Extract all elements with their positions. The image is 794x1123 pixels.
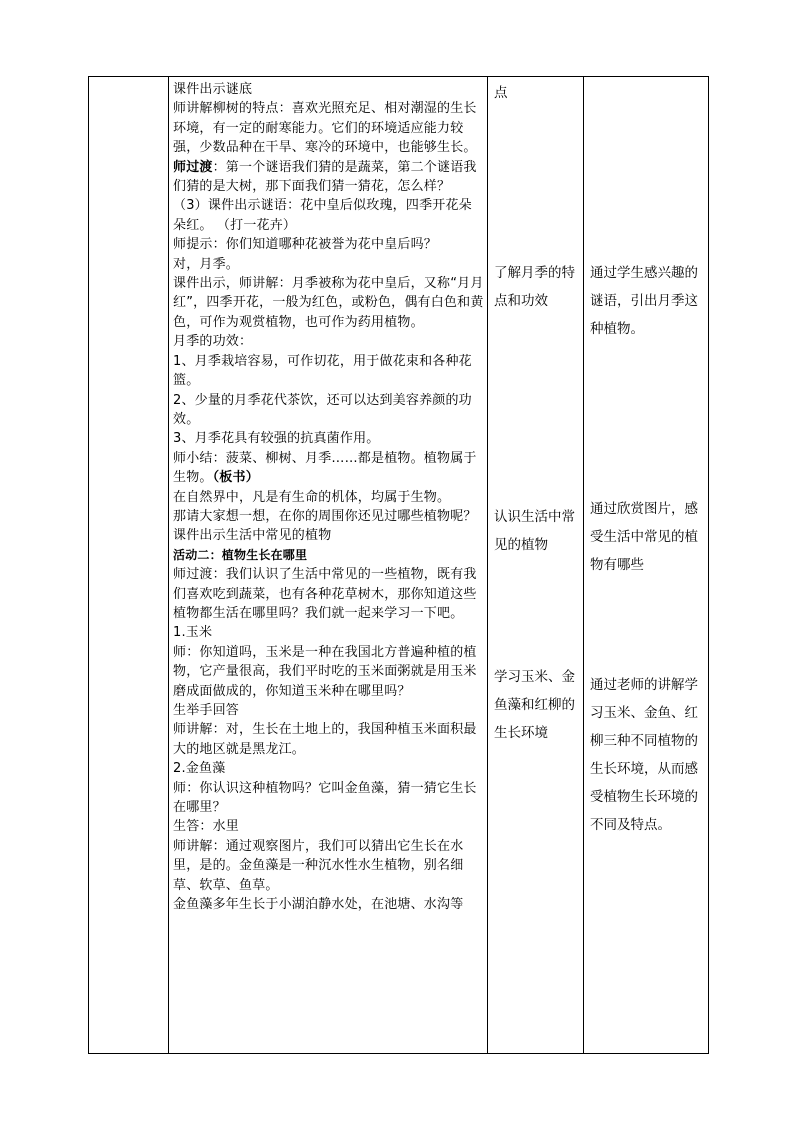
para: 课件出示，师讲解：月季被称为花中皇后，又称“月月红”，四季开花，一般为红色，或粉色，偶有白色和黄色，可作为观赏植物，也可作为药用植物。 [173, 276, 484, 330]
goal-2: 认识生活中常见的植物 [494, 509, 575, 553]
intent-1: 通过学生感兴趣的谜语，引出月季这种植物。 [590, 265, 698, 337]
para: 师讲解：对，生长在土地上的，我国种植玉米面积最大的地区就是黑龙江。 [173, 722, 477, 757]
intent-2: 通过欣赏图片，感受生活中常见的植物有哪些 [590, 501, 698, 573]
goal-cell [488, 77, 584, 1054]
para: （3）课件出示谜语：花中皇后似玫瑰，四季开花朵朵红。 （打一花卉） [173, 198, 472, 233]
intent-3: 通过老师的讲解学习玉米、金鱼、红柳三种不同植物的生长环境，从而感受植物生长环境的不同及特点。 [590, 677, 698, 833]
para: 师：你认识这种植物吗？它叫金鱼藻，猜一猜它生长在哪里？ [173, 780, 477, 816]
para: 2.金鱼藻 [173, 761, 226, 777]
para: 1.玉米 [173, 625, 213, 641]
text-span: 师小结：菠菜、柳树、月季……都是植物。植物属于生物。 [173, 450, 477, 486]
para: 生举手回答 [173, 703, 240, 718]
board-note: （板书） [212, 470, 259, 486]
goal-3: 学习玉米、金鱼藻和红柳的生长环境 [494, 669, 575, 741]
teaching-process-text [169, 77, 487, 914]
goal-top: 点 [494, 85, 508, 101]
text-span: ：第一个谜语我们猜的是蔬菜，第二个谜语我们猜的是大树，那下面我们猜一猜花，怎么样？ [173, 159, 477, 195]
stage-column-cell [89, 77, 169, 1054]
para: 生答：水里 [173, 819, 240, 835]
para: 师：你知道吗，玉米是一种在我国北方普遍种植的植物，它产量很高，我们平时吃的玉米面粥就是用玉米磨成面做成的，你知道玉米种在哪里吗？ [173, 644, 477, 699]
para: 课件出示生活中常见的植物 [173, 528, 332, 544]
para: 师过渡：我们认识了生活中常见的一些植物，既有我们喜欢吃到蔬菜，也有各种花草树木，那你知道这些植物都生活在哪里吗？我们就一起来学习一下吧。 [173, 567, 477, 621]
goal-1: 了解月季的特点和功效 [494, 265, 575, 309]
para: 师讲解柳树的特点：喜欢光照充足、相对潮湿的生长环境，有一定的耐寒能力。它们的环境适应能力较强，少数品种在干旱、寒冷的环境中，也能够生长。 [173, 101, 477, 156]
activity-heading: 活动二：植物生长在哪里 [173, 547, 308, 562]
para: 那请大家想一想，在你的周围你还见过哪些植物呢？ [173, 508, 477, 524]
para: 金鱼藻多年生长于小湖泊静水处，在池塘、水沟等 [173, 897, 464, 913]
bold-label: 师过渡 [173, 159, 213, 175]
goal-text [488, 79, 583, 747]
para: 3、月季花具有较强的抗真菌作用。 [173, 431, 380, 447]
para: 课件出示谜底 [173, 82, 253, 97]
para: 2、少量的月季花代茶饮，还可以达到美容养颜的功效。 [173, 392, 472, 427]
para: 在自然界中，凡是有生命的机体，均属于生物。 [173, 489, 451, 505]
intent-cell [584, 77, 709, 1054]
para: 1、月季栽培容易，可作切花，用于做花束和各种花篮。 [173, 353, 472, 389]
lesson-plan-table [88, 76, 709, 1054]
para [173, 158, 484, 197]
para: 师讲解：通过观察图片，我们可以猜出它生长在水里，是的。金鱼藻是一种沉水性水生植物，别名细草、软草、鱼草。 [173, 838, 464, 893]
intent-text [584, 259, 708, 839]
teaching-process-cell [169, 77, 488, 1054]
para [173, 449, 484, 488]
para: 师提示：你们知道哪种花被誉为花中皇后吗？ [173, 237, 438, 253]
table-row [89, 77, 709, 1054]
para: 月季的功效： [173, 334, 253, 350]
para: 对，月季。 [173, 256, 240, 272]
